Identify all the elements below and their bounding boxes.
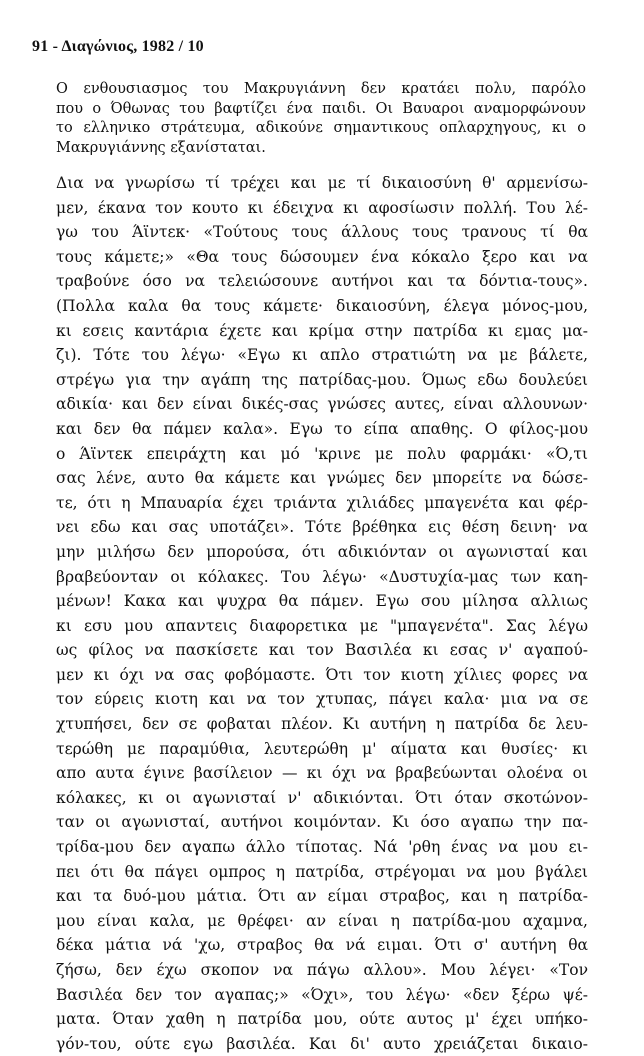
text-line: ταν οι αγωνισταί, αυτήνοι κοιμόνταν. Κι όσο αγαπω την πα- <box>56 813 588 832</box>
text-line: Δια να γνωρίσω τί τρέχει και με τί δικαιοσύνη θ' αρμενίσω- <box>56 174 588 192</box>
text-line: Βασιλέα δεν τον αγαπας;» «Όχι», του λέγω· «δεν ξέρω ψέ- <box>56 985 588 1004</box>
text-line: το ελληνικο στράτευμα, αδικούνε σημαντικους οπλαρχηγους, κι ο <box>56 120 586 136</box>
text-line: σας λένε, αυτο θα κάμετε και γνώμες δεν μπορείτε να δώσε- <box>56 469 588 488</box>
text-line: μεν κι όχι να σας φοβόμαστε. Ότι τον κιοτη χίλιες φορες να <box>56 665 588 684</box>
text-line: τερώθη με παραμύθια, λευτερώθη μ' αίματα και θυσίες· κι <box>56 739 588 758</box>
text-line: Μακρυγιάννης εξανίσταται. <box>56 139 266 156</box>
intro-paragraph <box>56 80 586 158</box>
text-line: Ο ενθουσιασμος του Μακρυγιάννη δεν κρατάει πολυ, παρόλο <box>56 81 586 97</box>
text-line: αδικία· και δεν είναι δικές-σας γνώσες αυτες, είναι αλλουνων· <box>56 395 588 414</box>
text-line: τον εύρεις κιοτη και να τον χτυπας, πάγει καλα· μια να σε <box>56 690 588 709</box>
text-line: μου είναι καλα, με θρέφει· αν είναι η πατρίδα-μου αχαμνα, <box>56 911 588 930</box>
text-line: κι εσεις καντάρια έχετε και κρίμα στην πατρίδα κι εμας μα- <box>56 321 588 340</box>
text-line: που ο Όθωνας του βαφτίζει ένα παιδι. Οι Βαυαροι αναμορφώνουν <box>56 100 586 117</box>
text-line: βραβεύονταν οι κόλακες. Του λέγω· «Δυστυχία-μας των καη- <box>56 567 588 586</box>
text-line: μεν, έκανα τον κουτο κι έδειχνα κι αφοσίωσιν πολλή. Του λέ- <box>56 198 588 217</box>
quoted-passage <box>56 171 588 1056</box>
text-line: και δεν θα πάμεν καλα». Εγω το είπα απαθης. Ο φίλος-μου <box>56 419 588 438</box>
text-line: τραβούνε όσο να τελειώσουνε αυτήνοι και τα δόντια-τους». <box>56 272 588 291</box>
text-line: (Πολλα καλα θα τους κάμετε· δικαιοσύνη, έλεγα μόνος-μου, <box>56 296 588 315</box>
text-line: γόν-του, ούτε εγω βασιλέα. Και δι' αυτο χρειάζεται δικαιο- <box>56 1034 588 1053</box>
text-line: μένων! Κακα και ψυχρα θα πάμεν. Εγω σου μίλησα αλλιως <box>56 592 588 611</box>
text-line: ο Άϊντεκ επειράχτη και μό 'κρινε με πολυ φαρμάκι· «Ό,τι <box>56 444 588 463</box>
text-line: γω του Άϊντεκ· «Τούτους τους άλλους τους τρανους τί θα <box>56 223 588 242</box>
running-head: 91 - Διαγώνιος, 1982 / 10 <box>32 38 204 55</box>
text-line: χτυπήσει, δεν σε φοβαται πλέον. Κι αυτήνη η πατρίδα δε λευ- <box>56 715 588 734</box>
text-line: ματα. Όταν χαθη η πατρίδα μου, ούτε αυτος μ' έχει υπήκο- <box>56 1010 588 1029</box>
text-line: τε, ότι η Μπαυαρία έχει τριάντα χιλιάδες μπαγενέτα και φέρ- <box>56 493 588 512</box>
text-line: πει ότι θα πάγει ομπρος η πατρίδα, στρέγομαι να μου βγάλει <box>56 862 588 881</box>
text-line: νει εδω και σας υποτάζει». Τότε βρέθηκα εις θέση δεινη· να <box>56 518 588 537</box>
text-line: μην μιλήσω δεν μπορούσα, ότι αδικιόνταν οι αγωνισταί και <box>56 542 588 561</box>
text-line: τρίδα-μου δεν αγαπω άλλο τίποτας. Νά 'ρθη ένας να μου ει- <box>56 838 588 857</box>
text-line: στρέγω για την αγάπη της πατρίδας-μου. Όμως εδω δουλεύει <box>56 370 588 389</box>
text-line: απο αυτα έγινε βασίλειον — κι όχι να βραβεύωνται ολοένα οι <box>56 764 588 783</box>
text-line: και τα δυό-μου μάτια. Ότι αν είμαι στραβος, και η πατρίδα- <box>56 887 588 906</box>
text-line: τους κάμετε;» «Θα τους δώσουμεν ένα κόκαλο ξερο και να <box>56 247 588 266</box>
text-line: ζι). Τότε του λέγω· «Εγω κι απλο στρατιώτη να με βάλετε, <box>56 346 588 365</box>
text-line: δέκα μάτια νά 'χω, στραβος θα νά ειμαι. Ότι σ' αυτήνη θα <box>56 936 588 955</box>
text-line: ως φίλος να πασκίσετε και τον Βασιλέα κι εσας ν' αγαπού- <box>56 641 588 660</box>
text-line: κόλακες, κι οι αγωνισταί ν' αδικιόνται. Ότι όταν σκοτώνον- <box>56 788 588 807</box>
text-line: κι εσυ μου απαντεις διαφορετικα με "μπαγενέτα". Σας λέγω <box>56 616 588 635</box>
text-line: ζήσω, δεν έχω σκοπον να πάγω αλλου». Μου λέγει· «Τον <box>56 961 588 979</box>
